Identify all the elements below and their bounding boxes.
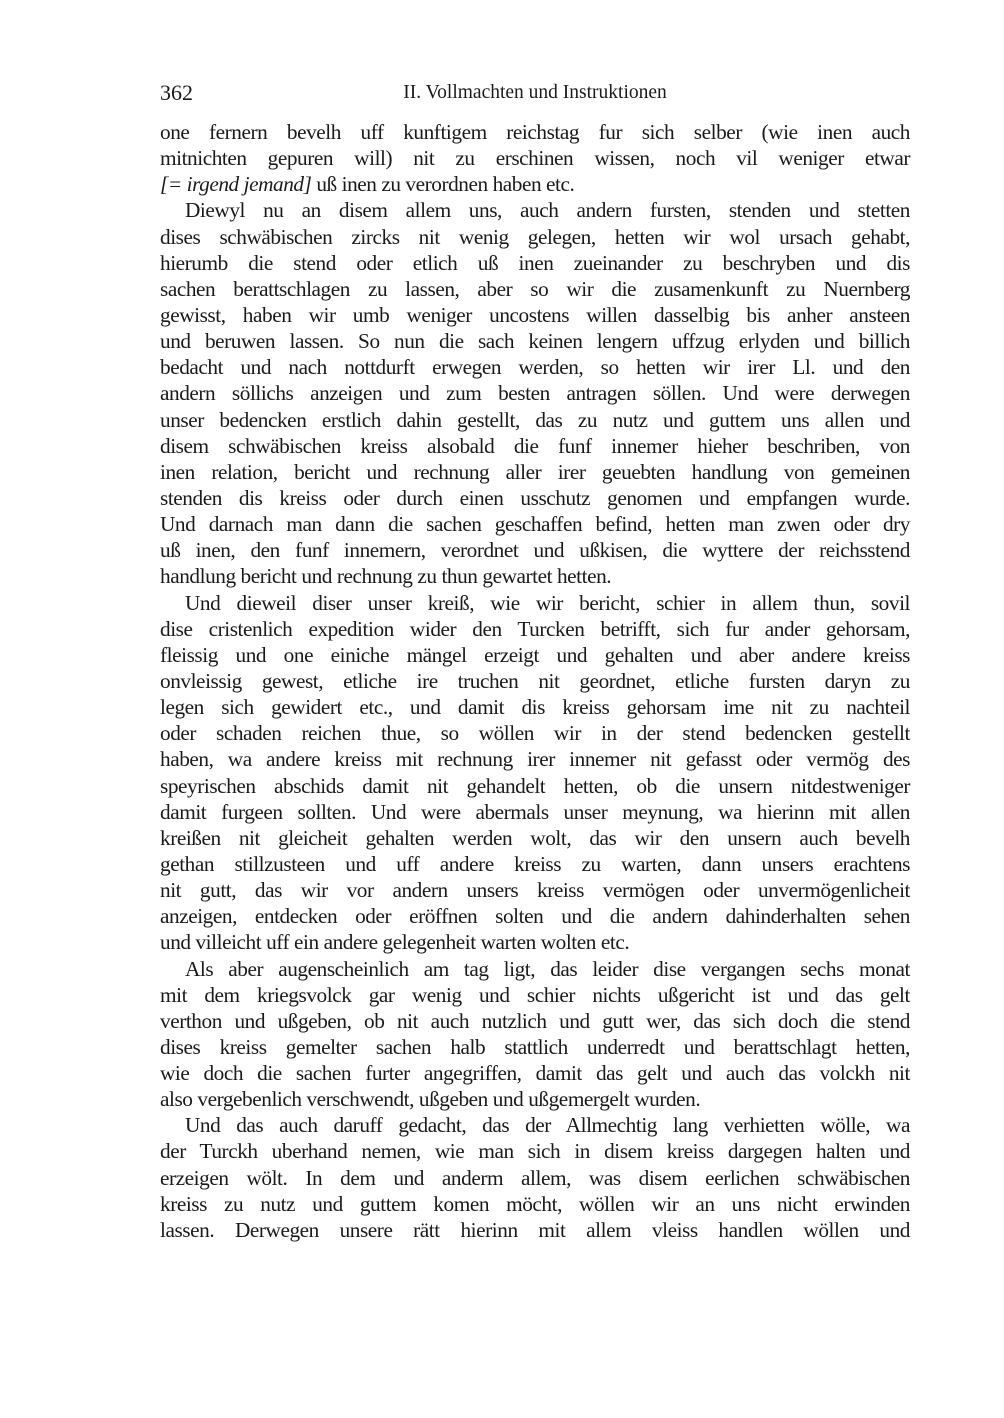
text-line: bedacht und nach nottdurft erwegen werden, so hetten wir irer Ll. und den (160, 355, 910, 380)
text-line: Als aber augenscheinlich am tag ligt, das leider dise vergangen sechs monat (185, 956, 910, 981)
text-line: mitnichten gepuren will) nit zu erschinen wissen, noch vil weniger etwar (160, 146, 910, 171)
text-line: Und darnach man dann die sachen geschaffen befind, hetten man zwen oder dry (160, 512, 910, 537)
text-line: verthon und ußgeben, ob nit auch nutzlich und gutt wer, das sich doch die stend (160, 1008, 910, 1033)
paragraph-1 (160, 119, 910, 197)
running-head (160, 78, 910, 108)
text-line: wie doch die sachen furter angegriffen, damit das gelt und auch das volckh nit (160, 1061, 910, 1086)
text-line: stenden dis kreiss oder durch einen usschutz genomen und empfangen wurde. (160, 485, 910, 510)
running-title: II. Vollmachten und Instruktionen (403, 82, 667, 103)
text-line: anzeigen, entdecken oder eröffnen solten und die andern dahinderhalten sehen (160, 904, 910, 929)
text-line: kreiss zu nutz und guttem komen möcht, wöllen wir an uns nicht erwinden (160, 1191, 910, 1216)
text-line: onvleissig gewest, etliche ire truchen nit geordnet, etliche fursten daryn zu (160, 668, 910, 693)
text-line: damit furgeen sollten. Und were abermals unser meynung, wa hierinn mit allen (160, 799, 910, 824)
text-line: dise cristenlich expedition wider den Turcken betrifft, sich fur ander gehorsam, (160, 616, 910, 641)
page-number: 362 (160, 80, 193, 105)
text-line: unser bedencken erstlich dahin gestellt, das zu nutz und guttem uns allen und (160, 407, 910, 432)
paragraph-4 (160, 956, 910, 1113)
text-line: Und dieweil diser unser kreiß, wie wir bericht, schier in allem thun, sovil (185, 590, 910, 615)
text-line: gethan stillzusteen und uff andere kreiss zu warten, dann unsers erachtens (160, 851, 910, 876)
text-line: oder schaden reichen thue, so wöllen wir in der stend bedencken gestellt (160, 721, 910, 746)
text-line: Und das auch daruff gedacht, das der Allmechtig lang verhietten wölle, wa (185, 1113, 910, 1138)
text-line: haben, wa andere kreiss mit rechnung irer innemer nit gefasst oder vermög des (160, 747, 910, 772)
text-line: gewisst, haben wir umb weniger uncostens willen dasselbig bis anher ansteen (160, 302, 910, 327)
text-fragment: uß inen zu verordnen haben etc. (311, 172, 575, 197)
text-line: inen relation, bericht und rechnung aller irer geuebten handlung von gemeinen (160, 459, 910, 484)
text-line: kreißen nit gleicheit gehalten werden wolt, das wir den unsern auch bevelh (160, 825, 910, 850)
text-line: Diewyl nu an disem allem uns, auch andern fursten, stenden und stetten (185, 198, 910, 223)
text-line: uß inen, den funf innemern, verordnet und ußkisen, die wyttere der reichsstend (160, 538, 910, 563)
text-line: sachen berattschlagen zu lassen, aber so wir die zusamenkunft zu Nuernberg (160, 276, 910, 301)
text-line: also vergebenlich verschwendt, ußgeben und ußgemergelt wurden. (160, 1087, 701, 1112)
text-line: dises schwäbischen zircks nit wenig gelegen, hetten wir wol ursach gehabt, (160, 224, 910, 249)
paragraph-3 (160, 590, 910, 956)
text-line: disem schwäbischen kreiss alsobald die funf innemer hieher beschriben, von (160, 433, 910, 458)
text-line (160, 171, 910, 197)
text-line: speyrischen abschids damit nit gehandelt hetten, ob die unsern nitdestweniger (160, 773, 910, 798)
text-line: andern söllichs anzeigen und zum besten antragen söllen. Und were derwegen (160, 381, 910, 406)
paragraph-5 (160, 1112, 910, 1243)
text-line: erzeigen wölt. In dem und anderm allem, was disem eerlichen schwäbischen (160, 1165, 910, 1190)
text-line: lassen. Derwegen unsere rätt hierinn mit allem vleiss handlen wöllen und (160, 1217, 910, 1242)
editorial-gloss: [= irgend jemand] (160, 172, 312, 197)
body-text (160, 119, 910, 1243)
text-line: und villeicht uff ein andere gelegenheit warten wolten etc. (160, 930, 630, 955)
text-line: mit dem kriegsvolck gar wenig und schier nichts ußgericht ist und das gelt (160, 982, 910, 1007)
paragraph-2 (160, 197, 910, 589)
text-line: dises kreiss gemelter sachen halb stattlich underredt und berattschlagt hetten, (160, 1034, 910, 1059)
text-line: hierumb die stend oder etlich uß inen zueinander zu beschryben und dis (160, 250, 910, 275)
text-line: fleissig und one einiche mängel erzeigt und gehalten und aber andere kreiss (160, 642, 910, 667)
text-line: legen sich gewidert etc., und damit dis kreiss gehorsam ime nit zu nachteil (160, 695, 910, 720)
text-line: und beruwen lassen. So nun die sach keinen lengern uffzug erlyden und billich (160, 329, 910, 354)
text-line: nit gutt, das wir vor andern unsers kreiss vermögen oder unvermögenlicheit (160, 878, 910, 903)
text-line: der Turckh uberhand nemen, wie man sich in disem kreiss dargegen halten und (160, 1139, 910, 1164)
text-line: one fernern bevelh uff kunftigem reichstag fur sich selber (wie inen auch (160, 120, 910, 144)
document-page (160, 78, 910, 1243)
text-line: handlung bericht und rechnung zu thun gewartet hetten. (160, 564, 612, 589)
